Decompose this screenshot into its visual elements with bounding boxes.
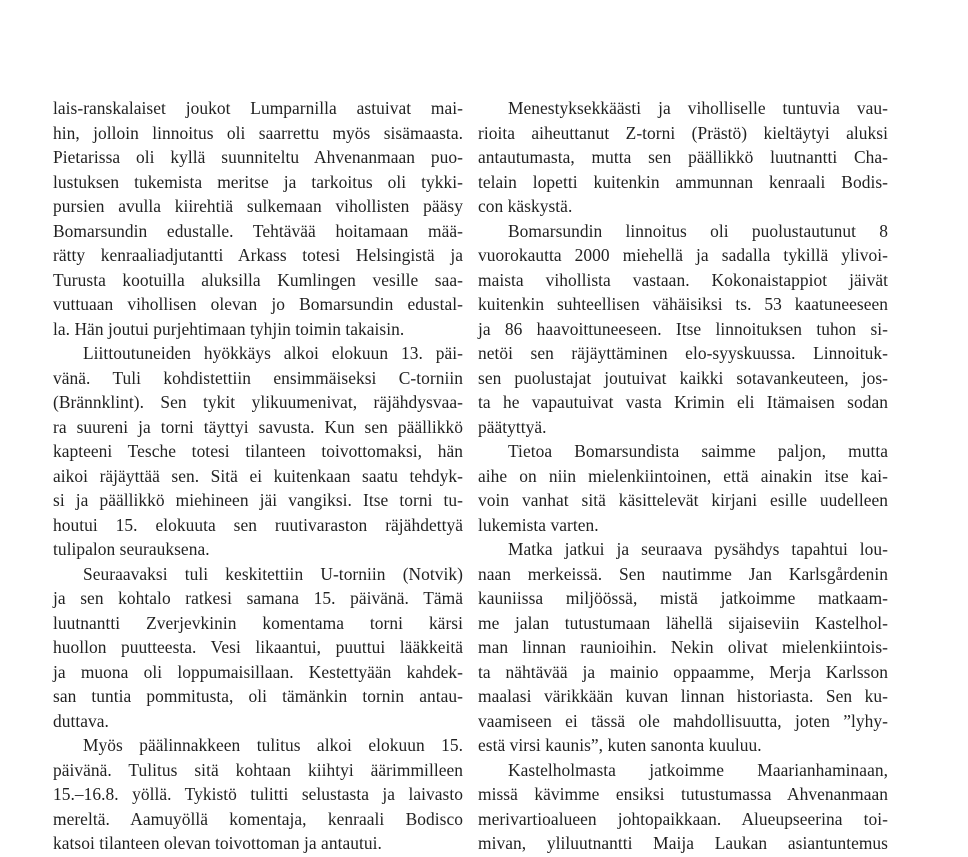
left-text-column	[53, 96, 463, 856]
text-line: pursien avulla kiirehtiä sulkemaan vihollisten pääsy	[53, 196, 463, 216]
text-line: Liittoutuneiden hyökkäys alkoi elokuun 13. päi-	[83, 343, 463, 363]
text-line: sen puolustajat joutuivat kaikki sotavankeuteen, jos-	[478, 367, 888, 388]
text-line: vänä. Tuli kohdistettiin ensimmäiseksi C-torniin	[53, 367, 463, 388]
text-line: päivänä. Tulitus sitä kohtaan kiihtyi äärimmilleen	[53, 759, 463, 780]
text-line: Turusta kootuilla aluksilla Kumlingen vesille saa-	[53, 269, 463, 290]
text-line: ja 86 haavoittuneeseen. Itse linnoituksen tuhon si-	[478, 318, 888, 339]
text-line: Seuraavaksi tuli keskitettiin U-torniin (Notvik)	[83, 563, 463, 584]
text-line: la. Hän joutui purjehtimaan tyhjin toimin takaisin.	[53, 318, 405, 339]
right-text-column	[478, 96, 888, 856]
text-line: ja sen kohtalo ratkesi samana 15. päivänä. Tämä	[53, 588, 463, 608]
text-line: (Brännklint). Sen tykit ylikuumenivat, räjähdysvaa-	[53, 392, 463, 412]
text-line: mivan, yliluutnantti Maija Laukan asiantuntemus	[478, 833, 888, 853]
text-line: kapteeni Tesche totesi tilanteen toivottomaksi, hän	[53, 441, 463, 461]
text-line: maalasi värikkään kuvan linnan historiasta. Sen ku-	[478, 686, 888, 706]
text-line: 15.–16.8. yöllä. Tykistö tulitti selustasta ja laivasto	[53, 784, 463, 804]
text-line: Pietarissa oli kyllä suunniteltu Ahvenanmaan puo-	[53, 147, 463, 167]
text-line: si ja päällikkö miehineen jäi vangiksi. Itse torni tu-	[53, 490, 463, 510]
text-line: san tuntia pommitusta, oli tämänkin tornin antau-	[53, 686, 463, 706]
text-line: kuitenkin suhteellisen vähäisiksi ts. 53 kaatuneeseen	[478, 294, 888, 314]
text-line: vaamiseen ei tässä ole mahdollisuutta, joten ”lyhy-	[478, 710, 888, 731]
text-line: Matka jatkui ja seuraava pysähdys tapahtui lou-	[508, 539, 888, 559]
text-line: voin vanhat sitä käsittelevät kirjani esille uudelleen	[478, 490, 888, 510]
text-line: aihe on niin mielenkiintoinen, että ainakin itse kai-	[478, 465, 888, 486]
text-line: merivartioalueen johtopaikkaan. Alueupseerina toi-	[478, 808, 888, 829]
text-line: Tietoa Bomarsundista saimme paljon, mutta	[508, 441, 888, 461]
text-line: Bomarsundin edustalle. Tehtävää hoitamaan mää-	[53, 220, 463, 241]
text-line: telain lopetti kuitenkin ammunnan kenraali Bodis-	[478, 171, 888, 192]
text-line: ja muona oli loppumaisillaan. Kestettyään kahdek-	[53, 661, 463, 682]
text-line: antautumasta, mutta sen päällikkö luutnantti Cha-	[478, 147, 888, 167]
text-line: vuorokautta 2000 miehellä ja sadalla tykillä ylivoi-	[478, 245, 888, 265]
text-line: rätty kenraaliadjutantti Arkass totesi Helsingistä ja	[53, 245, 463, 265]
text-line: houtui 15. elokuuta sen ruutivaraston räjähdettyä	[53, 514, 463, 535]
text-line: rioita aiheuttanut Z-torni (Prästö) kieltäytyi aluksi	[478, 122, 888, 143]
text-line: me jalan tutustumaan lähellä sijaiseviin Kastelhol-	[478, 612, 888, 633]
text-line: vuttuaan vihollisen olevan jo Bomarsundin edustal-	[53, 294, 463, 314]
text-line: hin, jolloin linnoitus oli saarrettu myös sisämaasta.	[53, 122, 463, 143]
text-line: Kastelholmasta jatkoimme Maarianhaminaan,	[508, 759, 888, 780]
text-line: tulipalon seurauksena.	[53, 539, 210, 559]
text-line: luutnantti Zverjevkinin komentama torni kärsi	[53, 612, 463, 633]
text-line: Bomarsundin linnoitus oli puolustautunut 8	[508, 220, 888, 241]
text-line: aikoi räjäyttää sen. Sitä ei kuitenkaan saatu tehdyk-	[53, 465, 463, 486]
text-line: con käskystä.	[478, 196, 573, 216]
text-line: ta he vapautuivat vasta Krimin eli Itämaisen sodan	[478, 392, 888, 412]
text-line: lukemista varten.	[478, 514, 599, 535]
text-line: ra suureni ja torni täyttyi savusta. Kun sen päällikkö	[53, 416, 463, 437]
text-line: Menestyksekkäästi ja viholliselle tuntuvia vau-	[508, 98, 888, 118]
text-line: kauniissa miljöössä, mistä jatkoimme matkaam-	[478, 588, 888, 608]
text-line: duttava.	[53, 710, 109, 731]
text-line: lais-ranskalaiset joukot Lumparnilla astuivat mai-	[53, 98, 463, 118]
text-line: maista vihollista vastaan. Kokonaistappiot jäivät	[478, 269, 888, 290]
text-line: päätyttyä.	[478, 416, 547, 437]
text-line: Myös päälinnakkeen tulitus alkoi elokuun 15.	[83, 735, 463, 755]
text-line: ta nähtävää ja mainio oppaamme, Merja Karlsson	[478, 661, 888, 682]
text-line: naan merkeissä. Sen nautimme Jan Karlsgårdenin	[478, 563, 888, 584]
text-line: lustuksen tukemista meritse ja tarkoitus oli tykki-	[53, 171, 463, 192]
text-line: man linnan raunioihin. Nekin olivat mielenkiintois-	[478, 637, 888, 657]
text-line: missä kävimme ensiksi tutustumassa Ahvenanmaan	[478, 784, 888, 804]
text-line: netöi sen räjäyttäminen elo-syyskuussa. Linnoituk-	[478, 343, 888, 363]
text-line: huollon puutteesta. Vesi likaantui, puuttui lääkkeitä	[53, 637, 463, 657]
text-line: katsoi tilanteen olevan toivottoman ja antautui.	[53, 833, 382, 853]
text-line: mereltä. Aamuyöllä komentaja, kenraali Bodisco	[53, 808, 463, 829]
text-line: estä virsi kaunis”, kuten sanonta kuuluu.	[478, 735, 762, 755]
